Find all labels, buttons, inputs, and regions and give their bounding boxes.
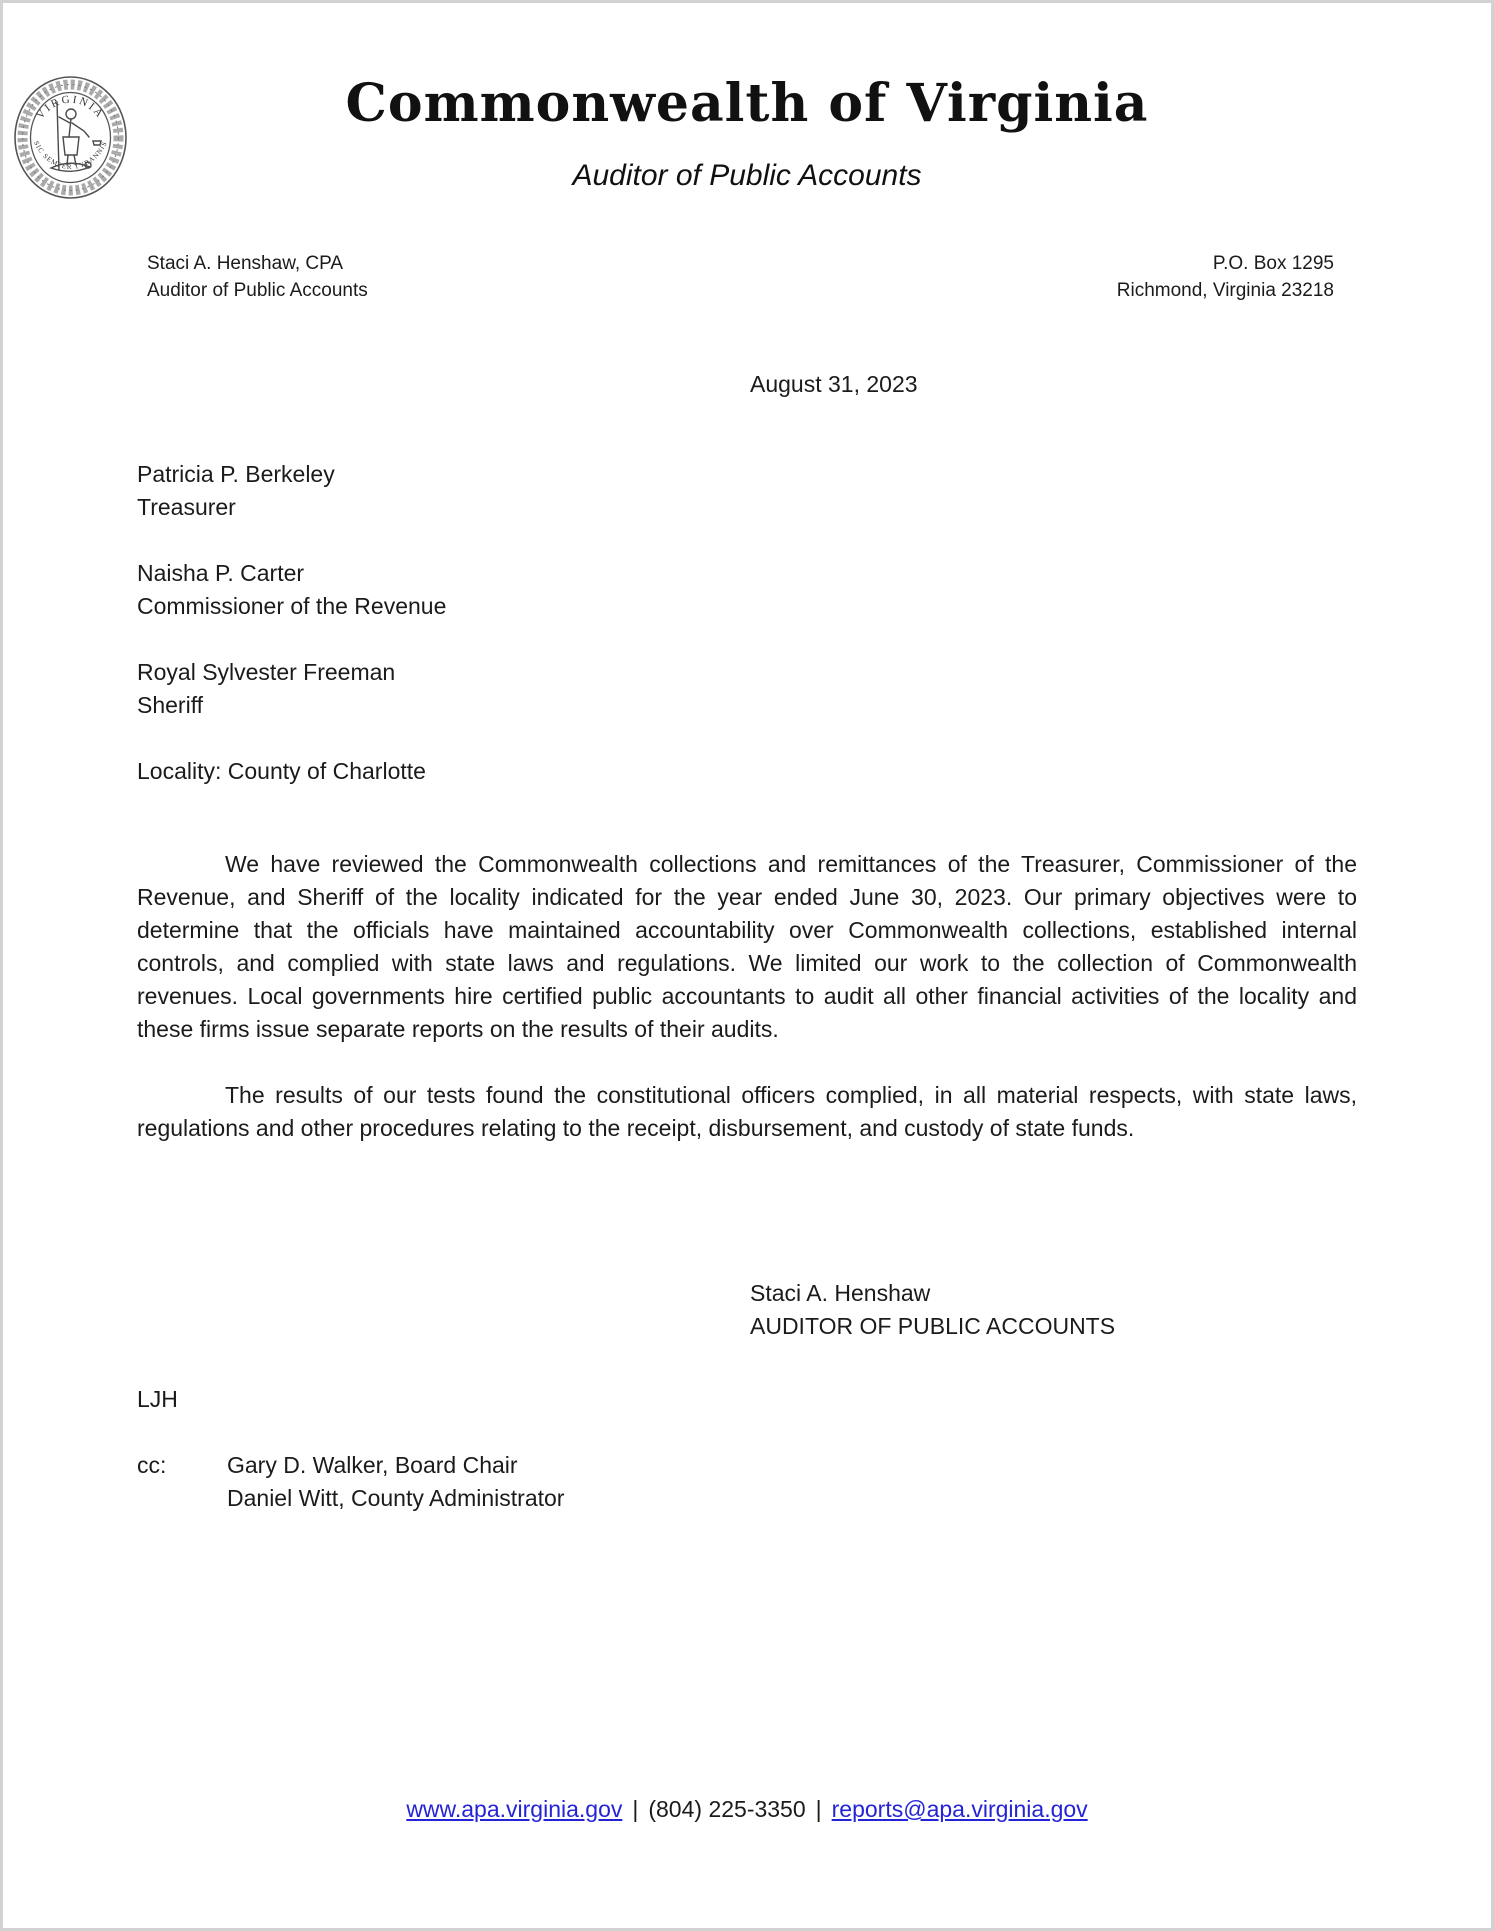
footer-separator: |	[815, 1796, 822, 1822]
recipient-title: Sheriff	[137, 692, 204, 718]
page-footer	[3, 1793, 1491, 1826]
cc-label: cc:	[137, 1452, 167, 1478]
signature-name: Staci A. Henshaw	[750, 1280, 931, 1306]
cc-item: Daniel Witt, County Administrator	[227, 1485, 565, 1511]
auditor-title: Auditor of Public Accounts	[147, 280, 368, 301]
letterhead	[3, 3, 1491, 304]
virginia-seal-graphic	[13, 75, 128, 200]
signature-block	[137, 1277, 1357, 1343]
seal-top-text: VIRGINIA	[34, 93, 107, 122]
preparer-initials: LJH	[137, 1386, 178, 1412]
recipient-treasurer	[137, 458, 1357, 524]
footer-separator: |	[632, 1796, 639, 1822]
email-link[interactable]: reports@apa.virginia.gov	[831, 1796, 1088, 1822]
recipient-title: Commissioner of the Revenue	[137, 593, 447, 619]
recipient-title: Treasurer	[137, 494, 236, 520]
seal-motto-text: SIC SEMPER TYRANNIS	[32, 139, 109, 171]
letter-date: August 31, 2023	[750, 371, 918, 397]
recipients	[137, 458, 1357, 788]
cc-item: Gary D. Walker, Board Chair	[227, 1452, 518, 1478]
address-line1: P.O. Box 1295	[1212, 253, 1334, 274]
recipient-commissioner	[137, 557, 1357, 623]
cc-items	[227, 1449, 564, 1515]
cc-section	[137, 1449, 1357, 1515]
recipient-name: Naisha P. Carter	[137, 560, 305, 586]
recipient-name: Patricia P. Berkeley	[137, 461, 335, 487]
signature-title: AUDITOR OF PUBLIC ACCOUNTS	[750, 1313, 1116, 1339]
address-line2: Richmond, Virginia 23218	[1116, 280, 1334, 301]
letterhead-info-row	[137, 250, 1357, 304]
locality-line: Locality: County of Charlotte	[137, 758, 426, 784]
recipient-sheriff	[137, 656, 1357, 722]
body-paragraph-2: The results of our tests found the constitutional officers complied, in all material respects, with state laws, regulations and other procedures relating to the receipt, disbursement, and custody of state funds.	[137, 1082, 1357, 1141]
org-subtitle: Auditor of Public Accounts	[572, 159, 922, 192]
auditor-name-block	[137, 250, 368, 304]
body-paragraph-1: We have reviewed the Commonwealth collections and remittances of the Treasurer, Commissioner of the Revenue, and Sheriff of the locality indicated for the year ended June 30, 2023. Our primary objectives were to determine that the officials have maintained accountability over Commonwealth collections, established internal controls, and complied with state laws and regulations. We limited our work to the collection of Commonwealth revenues. Local governments hire certified public accountants to audit all other financial activities of the locality and these firms issue separate reports on the results of their audits.	[137, 851, 1357, 1042]
org-title: Commonwealth of Virginia	[345, 73, 1149, 134]
office-address-block	[1117, 250, 1334, 304]
website-link[interactable]: www.apa.virginia.gov	[406, 1796, 623, 1822]
phone-number: (804) 225-3350	[648, 1796, 806, 1822]
auditor-name: Staci A. Henshaw, CPA	[147, 253, 344, 274]
recipient-name: Royal Sylvester Freeman	[137, 659, 396, 685]
virginia-seal-icon	[13, 75, 128, 200]
